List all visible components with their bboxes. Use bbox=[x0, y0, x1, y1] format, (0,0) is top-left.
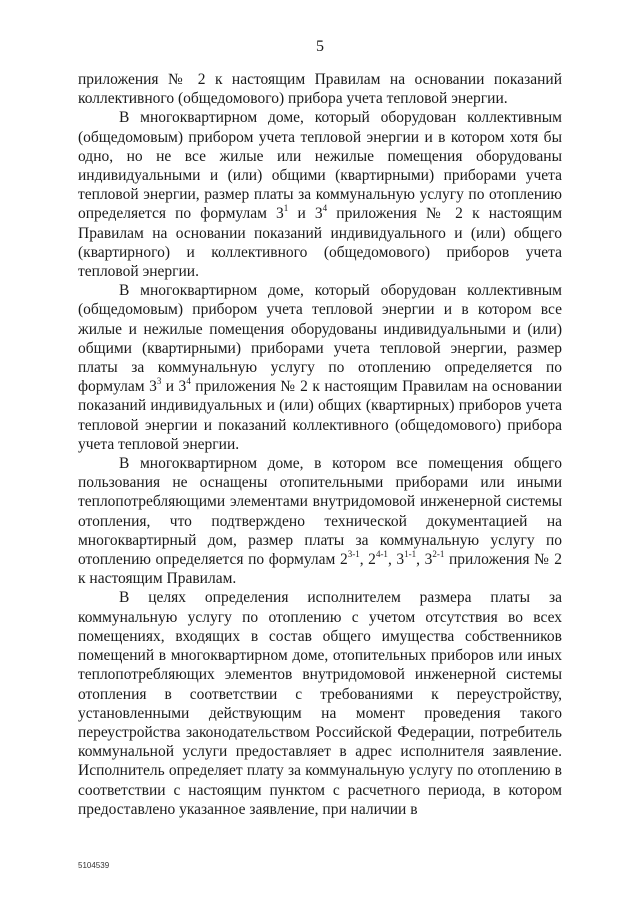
page-number: 5 bbox=[316, 38, 324, 55]
formula-superscript: 1-1 bbox=[404, 548, 417, 559]
document-body bbox=[78, 70, 562, 819]
paragraph-text: приложения № 2 к настоящим Правилам на основании показаний индивидуального и (или) общего (квартирного) и коллективного (общедомового) приборов учета тепловой энергии. bbox=[78, 205, 563, 281]
formula-superscript: 3 bbox=[156, 376, 162, 387]
formula-superscript: 4-1 bbox=[375, 548, 388, 559]
paragraph-text: , 3 bbox=[416, 551, 433, 569]
document-id: 5104539 bbox=[78, 861, 110, 870]
paragraph-text: , 3 bbox=[387, 551, 405, 569]
paragraph-text: , 2 bbox=[359, 551, 376, 569]
paragraph-text: В многоквартирном доме, который оборудован коллективным (общедомовым) прибором учета тепловой энергии и в котором хотя бы одно, но не все жилые или нежилые помещения оборудованы индивидуальными и (или) общими (квартирными) приборами учета тепловой энергии, размер платы за коммунальную услугу по отоплению определяется по формулам 3 bbox=[78, 109, 562, 223]
paragraph-no-heating-devices bbox=[78, 454, 562, 588]
formula-superscript: 2-1 bbox=[432, 548, 445, 559]
paragraph-application: В целях определения исполнителем размера платы за коммунальную услугу по отоплению с учетом отсутствия во всех помещениях, входящих в состав общего имущества собственников помещений в многоквартирном доме, отопительных приборов или иных теплопотребляющих элементов внутридомовой инженерной системы отопления в соответствии с требованиями к переустройству, установленными действующим на момент проведения такого переустройства законодательством Российской Федерации, потребитель коммунальной услуги предоставляет в адрес исполнителя заявление. Исполнитель определяет плату за коммунальную услугу по отоплению в соответствии с настоящим пунктом с расчетного периода, в котором предоставлено указанное заявление, при наличии в bbox=[78, 589, 562, 818]
paragraph-text: приложения № 2 к настоящим Правилам на основании показаний индивидуальных и (или) общих (квартирных) приборов учета тепловой энергии и показаний коллективного (общедомового) прибора учета тепловой энергии. bbox=[78, 378, 562, 453]
paragraph-full-metering bbox=[78, 281, 562, 454]
paragraph-text: приложения № 2 к настоящим Правилам. bbox=[78, 551, 563, 588]
paragraph-text: В многоквартирном доме, который оборудован коллективным (общедомовым) прибором учета тепловой энергии и в котором все жилые и нежилые помещения оборудованы индивидуальными и (или) общими (квартирными) приборами учета тепловой энергии, размер платы за коммунальную услугу по отоплению определяется по формулам 3 bbox=[78, 282, 562, 396]
formula-superscript: 4 bbox=[322, 203, 328, 214]
formula-superscript: 3-1 bbox=[347, 548, 360, 559]
paragraph-partial-metering bbox=[78, 108, 562, 281]
paragraph-text: В многоквартирном доме, в котором все помещения общего пользования не оснащены отопительными приборами или иными теплопотребляющими элементами внутридомовой инженерной системы отопления, что подтверждено технической документацией на многоквартирный дом, размер платы за коммунальную услугу по отоплению определяется по формулам 2 bbox=[78, 455, 562, 569]
paragraph-continuation: приложения № 2 к настоящим Правилам на основании показаний коллективного (общедомового) прибора учета тепловой энергии. bbox=[78, 71, 562, 108]
paragraph-text: и 3 bbox=[161, 378, 187, 396]
formula-superscript: 4 bbox=[186, 376, 191, 387]
paragraph-text: и 3 bbox=[288, 205, 323, 223]
formula-superscript: 1 bbox=[283, 203, 289, 214]
